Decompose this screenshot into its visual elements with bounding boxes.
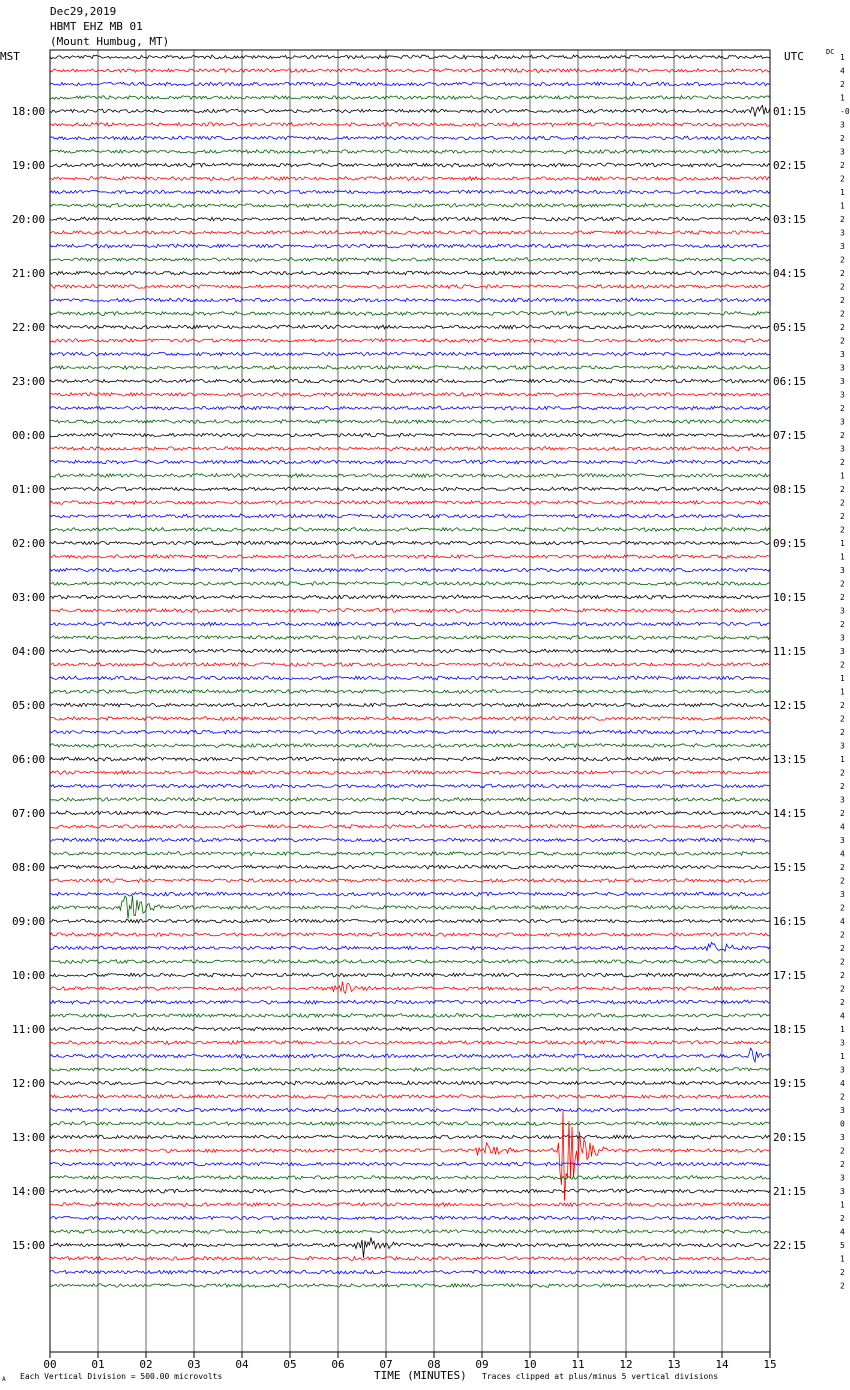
trace-line [50,271,770,275]
dc-value: 2 [840,863,845,872]
dc-value: 3 [840,147,845,157]
trace-line [50,136,770,140]
left-hour-label: 06:00 [12,753,46,766]
trace-line [50,487,770,491]
left-hour-label: 22:00 [12,321,46,334]
dc-value: 2 [840,174,845,184]
dc-value: 2 [840,1160,845,1169]
dc-value: 2 [840,431,845,440]
trace-line [50,163,770,167]
trace-line [50,325,770,329]
trace-line [50,501,770,505]
trace-line [50,1068,770,1072]
trace-line [50,96,770,100]
trace-line [50,217,770,221]
trace-line [50,973,770,977]
trace-line [50,514,770,518]
x-tick-label: 04 [235,1358,249,1371]
left-hour-label: 14:00 [12,1185,46,1198]
date-label: Dec29,2019 [50,5,117,18]
x-tick-label: 14 [715,1358,729,1371]
dc-value: 2 [840,876,845,886]
trace-line [50,1041,770,1045]
trace-line [50,1176,770,1180]
dc-value: 1 [840,552,845,562]
left-hour-label: 00:00 [12,429,46,442]
dc-value: 2 [840,728,845,737]
trace-line [50,177,770,181]
trace-line [50,1216,770,1220]
dc-value: 2 [840,215,845,224]
trace-line [50,1203,770,1207]
x-tick-label: 13 [667,1358,681,1371]
dc-value: 1 [840,471,845,481]
trace-line [50,879,770,883]
trace-line [50,960,770,964]
x-tick-label: 02 [139,1358,153,1371]
dc-value: 1 [840,1254,845,1264]
x-tick-label: 15 [763,1358,777,1371]
dc-value: 2 [840,1092,845,1102]
dc-value: 2 [840,1281,845,1291]
trace-line [50,771,770,775]
dc-value: 2 [840,660,845,670]
x-axis-title: TIME (MINUTES) [374,1369,467,1382]
right-hour-label: 04:15 [773,267,807,280]
trace-line [50,150,770,154]
right-hour-label: 16:15 [773,915,807,928]
dc-value: 2 [840,971,845,980]
x-tick-label: 12 [619,1358,633,1371]
trace-line [50,1014,770,1018]
trace-line [50,244,770,248]
trace-line [50,460,770,464]
x-tick-label: 00 [43,1358,57,1371]
left-hour-label: 15:00 [12,1239,46,1252]
dc-value: 2 [840,957,845,967]
right-hour-label: 07:15 [773,429,807,442]
trace-line [50,919,770,923]
dc-value: 3 [840,228,845,238]
dc-value: 3 [840,566,845,575]
x-tick-label: 05 [283,1358,297,1371]
trace-line [50,942,770,951]
dc-value: 2 [840,984,845,994]
right-hour-label: 03:15 [773,213,807,226]
dc-label: DC [826,48,835,56]
dc-value: 4 [840,849,845,859]
left-hour-label: 02:00 [12,537,46,550]
scale-note: Each Vertical Division = 500.00 microvolts [20,1372,223,1381]
trace-line [50,204,770,208]
dc-value: 2 [840,269,845,278]
left-hour-label: 11:00 [12,1023,46,1036]
trace-line [50,406,770,410]
trace-line [50,69,770,73]
right-hour-label: 21:15 [773,1185,807,1198]
dc-value: 4 [840,917,845,926]
trace-line [50,798,770,802]
dc-value: 2 [840,485,845,494]
trace-line [50,622,770,626]
trace-line [50,582,770,586]
trace-line [50,285,770,289]
right-hour-label: 08:15 [773,483,807,496]
dc-value: 2 [840,80,845,89]
left-timezone-label: MST [0,50,20,63]
dc-value: 2 [840,525,845,535]
dc-value: 1 [840,53,845,62]
trace-line [50,811,770,815]
trace-line [50,190,770,194]
left-hour-label: 21:00 [12,267,46,280]
right-hour-label: 01:15 [773,105,807,118]
right-hour-label: 09:15 [773,537,807,550]
dc-value: 2 [840,903,845,913]
trace-line [50,55,770,59]
dc-value: 2 [840,1146,845,1156]
dc-value: 2 [840,323,845,332]
trace-line [50,784,770,788]
right-hour-label: 19:15 [773,1077,807,1090]
x-tick-label: 08 [427,1358,441,1371]
left-hour-label: 05:00 [12,699,46,712]
trace-line [50,896,770,919]
right-hour-label: 06:15 [773,375,807,388]
trace-line [50,447,770,451]
dc-value: 4 [840,1011,845,1021]
left-hour-label: 09:00 [12,915,46,928]
dc-value: 2 [840,498,845,508]
x-tick-label: 03 [187,1358,201,1371]
trace-line [50,1081,770,1085]
dc-value: 3 [840,795,845,805]
dc-value: 2 [840,768,845,778]
trace-line [50,636,770,640]
trace-line [50,825,770,829]
dc-value: 3 [840,1106,845,1115]
left-hour-label: 07:00 [12,807,46,820]
dc-value: 2 [840,512,845,521]
trace-line [50,1135,770,1139]
trace-line [50,1027,770,1031]
trace-line [50,1122,770,1126]
right-hour-label: 02:15 [773,159,807,172]
trace-line [50,1048,770,1062]
trace-line [50,717,770,721]
trace-line [50,231,770,235]
dc-value: 1 [840,93,845,103]
left-hour-label: 20:00 [12,213,46,226]
x-tick-label: 10 [523,1358,537,1371]
left-hour-label: 23:00 [12,375,46,388]
dc-value: 3 [840,1173,845,1183]
dc-value: 2 [840,404,845,413]
dc-value: 3 [840,1187,845,1196]
dc-value: 3 [840,350,845,359]
trace-line [50,1270,770,1274]
trace-line [50,474,770,478]
dc-value: 5 [840,1241,845,1250]
right-hour-label: 15:15 [773,861,807,874]
trace-line [50,838,770,842]
dc-value: 1 [840,1025,845,1034]
trace-line [50,352,770,356]
dc-value: 3 [840,647,845,656]
trace-line [50,1189,770,1193]
right-hour-label: 20:15 [773,1131,807,1144]
clip-note: Traces clipped at plus/minus 5 vertical divisions [482,1372,719,1381]
dc-value: 0 [840,1119,845,1129]
trace-line [50,757,770,761]
dc-value: 3 [840,390,845,400]
dc-value: 1 [840,755,845,764]
trace-line [50,106,770,117]
trace-line [50,568,770,572]
left-hour-label: 12:00 [12,1077,46,1090]
right-hour-label: 14:15 [773,807,807,820]
dc-value: 3 [840,242,845,251]
dc-value: 2 [840,701,845,710]
left-hour-label: 03:00 [12,591,46,604]
x-tick-label: 01 [91,1358,105,1371]
dc-value: 3 [840,417,845,427]
dc-value: 2 [840,930,845,940]
trace-line [50,744,770,748]
trace-line [50,420,770,424]
dc-value: 1 [840,1052,845,1061]
dc-value: 1 [840,1200,845,1210]
trace-line [50,1110,770,1200]
trace-line [50,676,770,680]
dc-value: 2 [840,161,845,170]
dc-value: 2 [840,1268,845,1277]
right-hour-label: 05:15 [773,321,807,334]
trace-line [50,541,770,545]
dc-value: 3 [840,1065,845,1075]
dc-value: 4 [840,1079,845,1088]
x-tick-label: 07 [379,1358,393,1371]
trace-line [50,892,770,896]
left-hour-label: 01:00 [12,483,46,496]
trace-line [50,609,770,613]
dc-value: 3 [840,363,845,373]
trace-line [50,82,770,86]
dc-value: 2 [840,714,845,724]
trace-line [50,595,770,599]
dc-value: 3 [840,1038,845,1048]
right-hour-label: 13:15 [773,753,807,766]
dc-value: 1 [840,674,845,683]
trace-line [50,339,770,343]
dc-value: 3 [840,120,845,130]
dc-value: 2 [840,593,845,602]
dc-value: 2 [840,134,845,143]
dc-value: 2 [840,782,845,791]
left-hour-label: 10:00 [12,969,46,982]
trace-line [50,528,770,532]
trace-line [50,1162,770,1166]
trace-line [50,1108,770,1112]
dc-value: 1 [840,188,845,197]
trace-line [50,1000,770,1004]
trace-line [50,1284,770,1288]
dc-value: 2 [840,296,845,305]
right-hour-label: 17:15 [773,969,807,982]
dc-value: 1 [840,539,845,548]
dc-value: 2 [840,1214,845,1223]
x-tick-label: 09 [475,1358,489,1371]
trace-line [50,1237,770,1258]
dc-value: 3 [840,444,845,454]
dc-value: 2 [840,282,845,292]
right-hour-label: 18:15 [773,1023,807,1036]
footer-mark: A [2,1376,6,1383]
trace-line [50,730,770,734]
left-hour-label: 19:00 [12,159,46,172]
trace-line [50,1257,770,1261]
trace-line [50,393,770,397]
left-hour-label: 13:00 [12,1131,46,1144]
trace-line [50,433,770,437]
dc-value: 2 [840,255,845,265]
trace-line [50,690,770,694]
dc-value: 3 [840,1133,845,1142]
dc-value: 1 [840,201,845,211]
x-tick-label: 06 [331,1358,345,1371]
trace-group [50,55,770,1287]
trace-line [50,703,770,707]
trace-line [50,258,770,262]
trace-line [50,555,770,559]
trace-line [50,379,770,383]
right-hour-label: 11:15 [773,645,807,658]
trace-line [50,1230,770,1234]
left-hour-label: 04:00 [12,645,46,658]
trace-line [50,649,770,653]
trace-line [50,663,770,667]
trace-line [50,366,770,370]
trace-line [50,982,770,994]
right-timezone-label: UTC [784,50,804,63]
dc-value: 2 [840,336,845,346]
dc-value: 3 [840,633,845,643]
dc-value: -0 [840,107,850,116]
location-label: (Mount Humbug, MT) [50,35,170,48]
trace-line [50,123,770,127]
left-hour-label: 18:00 [12,105,46,118]
dc-value: 2 [840,579,845,589]
label-group [12,53,850,1371]
dc-value: 4 [840,66,845,76]
dc-value: 3 [840,890,845,899]
dc-value: 3 [840,606,845,616]
station-label: HBMT EHZ MB 01 [50,20,143,33]
dc-value: 2 [840,944,845,953]
dc-value: 1 [840,687,845,697]
right-hour-label: 12:15 [773,699,807,712]
right-hour-label: 22:15 [773,1239,807,1252]
dc-value: 4 [840,822,845,832]
dc-value: 2 [840,998,845,1007]
trace-line [50,298,770,302]
trace-line [50,933,770,937]
dc-value: 3 [840,377,845,386]
dc-value: 3 [840,741,845,751]
trace-line [50,312,770,316]
trace-line [50,1095,770,1099]
trace-line [50,852,770,856]
left-hour-label: 08:00 [12,861,46,874]
x-tick-label: 11 [571,1358,585,1371]
dc-value: 2 [840,620,845,629]
right-hour-label: 10:15 [773,591,807,604]
dc-value: 2 [840,458,845,467]
trace-line [50,865,770,869]
dc-value: 4 [840,1227,845,1237]
dc-value: 3 [840,836,845,845]
dc-value: 2 [840,809,845,818]
dc-value: 2 [840,309,845,319]
